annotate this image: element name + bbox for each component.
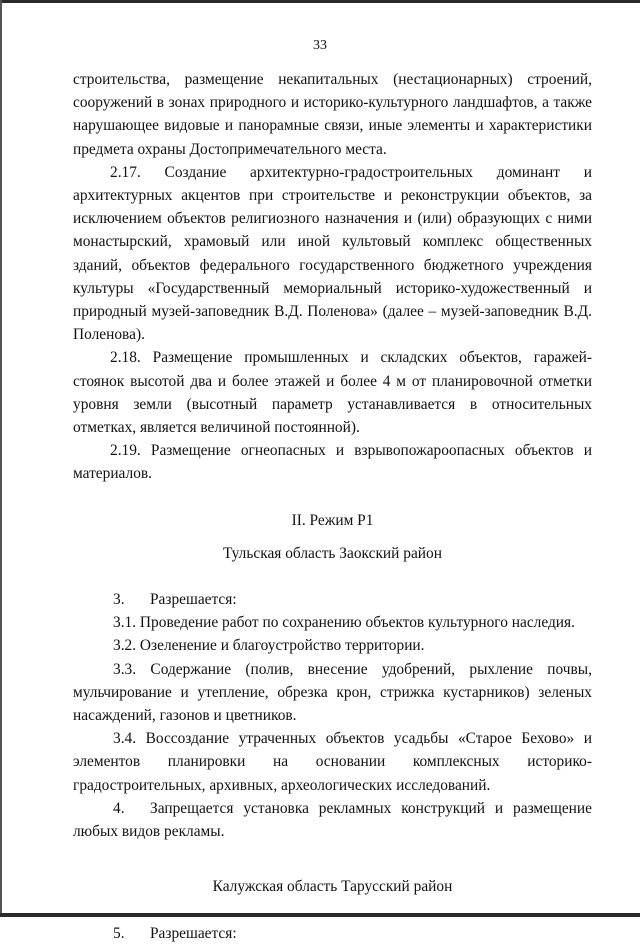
scan-edge-top [0, 0, 640, 3]
section-heading-zaoksky: Тульская область Заокский район [223, 544, 442, 562]
paragraph-3-3: 3.3. Содержание (полив, внесение удобрений, рыхление почвы, мульчирование и утепление, обрезка крон, стрижка кустарников) зеленых насаждений, газонов и цветников. [73, 660, 592, 725]
paragraph-2-18: 2.18. Размещение промышленных и складских объектов, гаражей-стоянок высотой два и более этажей и более 4 м от планировочной отметки уровня земли (высотный параметр устанавливается в относительных отметках, является величиной постоянной). [73, 349, 592, 437]
paragraph-5 [73, 922, 592, 945]
paragraph-4-text: Запрещается установка рекламных конструкций и размещение любых видов рекламы. [73, 799, 592, 841]
section-heading-regime: II. Режим Р1 [291, 511, 374, 529]
paragraph-5-text: Разрешается: [150, 924, 237, 942]
paragraph-3 [73, 588, 592, 611]
paragraph-3-2: 3.2. Озеленение и благоустройство территории. [113, 637, 425, 655]
document-body [73, 68, 592, 945]
page-number: 33 [313, 38, 327, 53]
paragraph-3-1: 3.1. Проведение работ по сохранению объектов культурного наследия. [113, 614, 575, 632]
paragraph-3-4: 3.4. Воссоздание утраченных объектов усадьбы «Старое Бехово» и элементов планировки на основании комплексных историко-градостроительных, архивных, археологических исследований. [73, 730, 592, 794]
paragraph-3-number: 3. [113, 591, 125, 609]
paragraph-2-19: 2.19. Размещение огнеопасных и взрывопожароопасных объектов и материалов. [73, 442, 592, 483]
paragraph-4 [73, 797, 592, 843]
section-heading-tarussky: Калужская область Тарусский район [212, 878, 453, 896]
paragraph-3-text: Разрешается: [150, 591, 237, 609]
paragraph-5-number: 5. [113, 924, 125, 942]
paragraph-4-number: 4. [113, 799, 125, 817]
paragraph-2-17: 2.17. Создание архитектурно-градостроительных доминант и архитектурных акцентов при строительстве и реконструкции объектов, за исключением объектов религиозного назначения и (или) образующих с ними монастырский, храмовый или иной культовый комплекс общественных зданий, объектов федерального государственного бюджетного учреждения культуры «Государственный мемориальный историко-художественный и природный музей-заповедник В.Д. Поленова» (далее – музей-заповедник В.Д. Поленова). [73, 163, 592, 344]
paragraph-continuation: строительства, размещение некапитальных (нестационарных) строений, сооружений в зонах природного и историко-культурного ландшафтов, а также нарушающее видовые и панорамные связи, иные элементы и характеристики предмета охраны Достопримечательного места. [73, 71, 592, 158]
scan-edge-left [0, 0, 2, 917]
